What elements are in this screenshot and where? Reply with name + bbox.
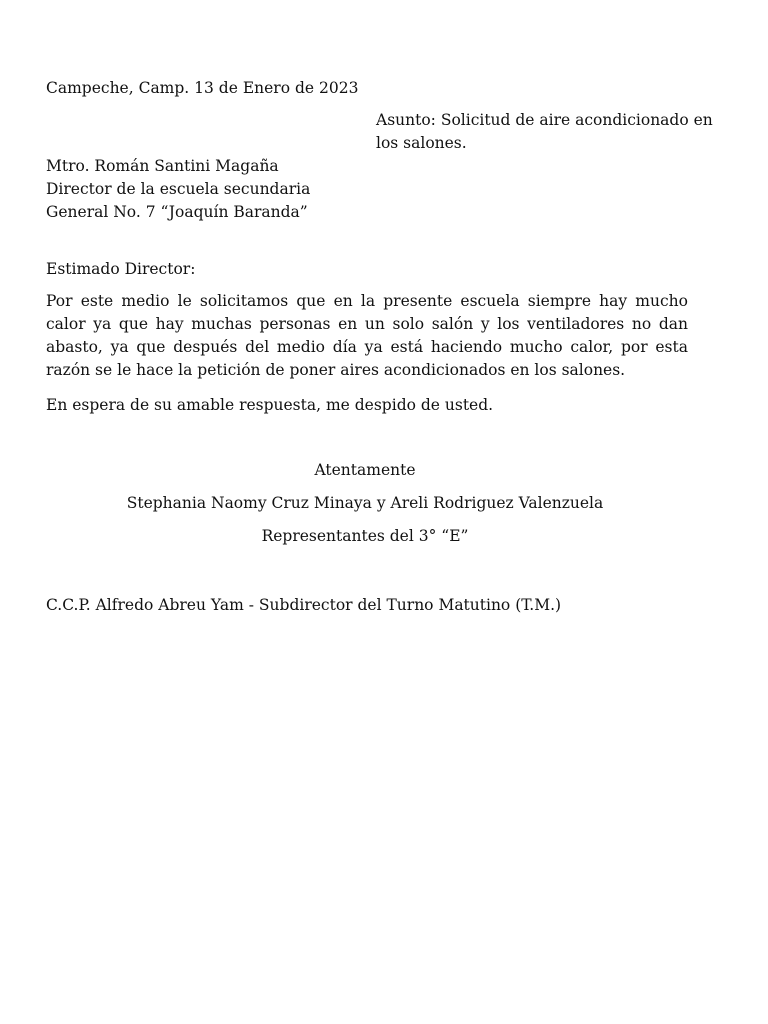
letter-date: Campeche, Camp. 13 de Enero de 2023	[46, 79, 359, 97]
letter-signers: Stephania Naomy Cruz Minaya y Areli Rodriguez Valenzuela	[126, 494, 604, 512]
letter-valediction: Atentamente	[314, 461, 416, 479]
recipient-school: General No. 7 “Joaquín Baranda”	[46, 203, 308, 221]
recipient-name: Mtro. Román Santini Magaña	[46, 157, 279, 175]
letter-subject: Asunto: Solicitud de aire acondicionado en los salones.	[376, 111, 713, 152]
letter-body: Por este medio le solicitamos que en la presente escuela siempre hay mucho calor ya que hay muchas personas en un solo salón y los ventiladores no dan abasto, ya que después del medio día ya está haciendo mucho calor, por esta razón se le hace la petición de poner aires acondicionados en los salones.	[46, 292, 688, 379]
letter-signers-role: Representantes del 3° “E”	[261, 527, 469, 545]
recipient-title: Director de la escuela secundaria	[46, 180, 311, 198]
recipient-block	[46, 155, 310, 224]
letter-closing-line: En espera de su amable respuesta, me despido de usted.	[46, 396, 494, 414]
letter-greeting: Estimado Director:	[46, 260, 196, 278]
letter-ccp: C.C.P. Alfredo Abreu Yam - Subdirector del Turno Matutino (T.M.)	[46, 596, 562, 614]
